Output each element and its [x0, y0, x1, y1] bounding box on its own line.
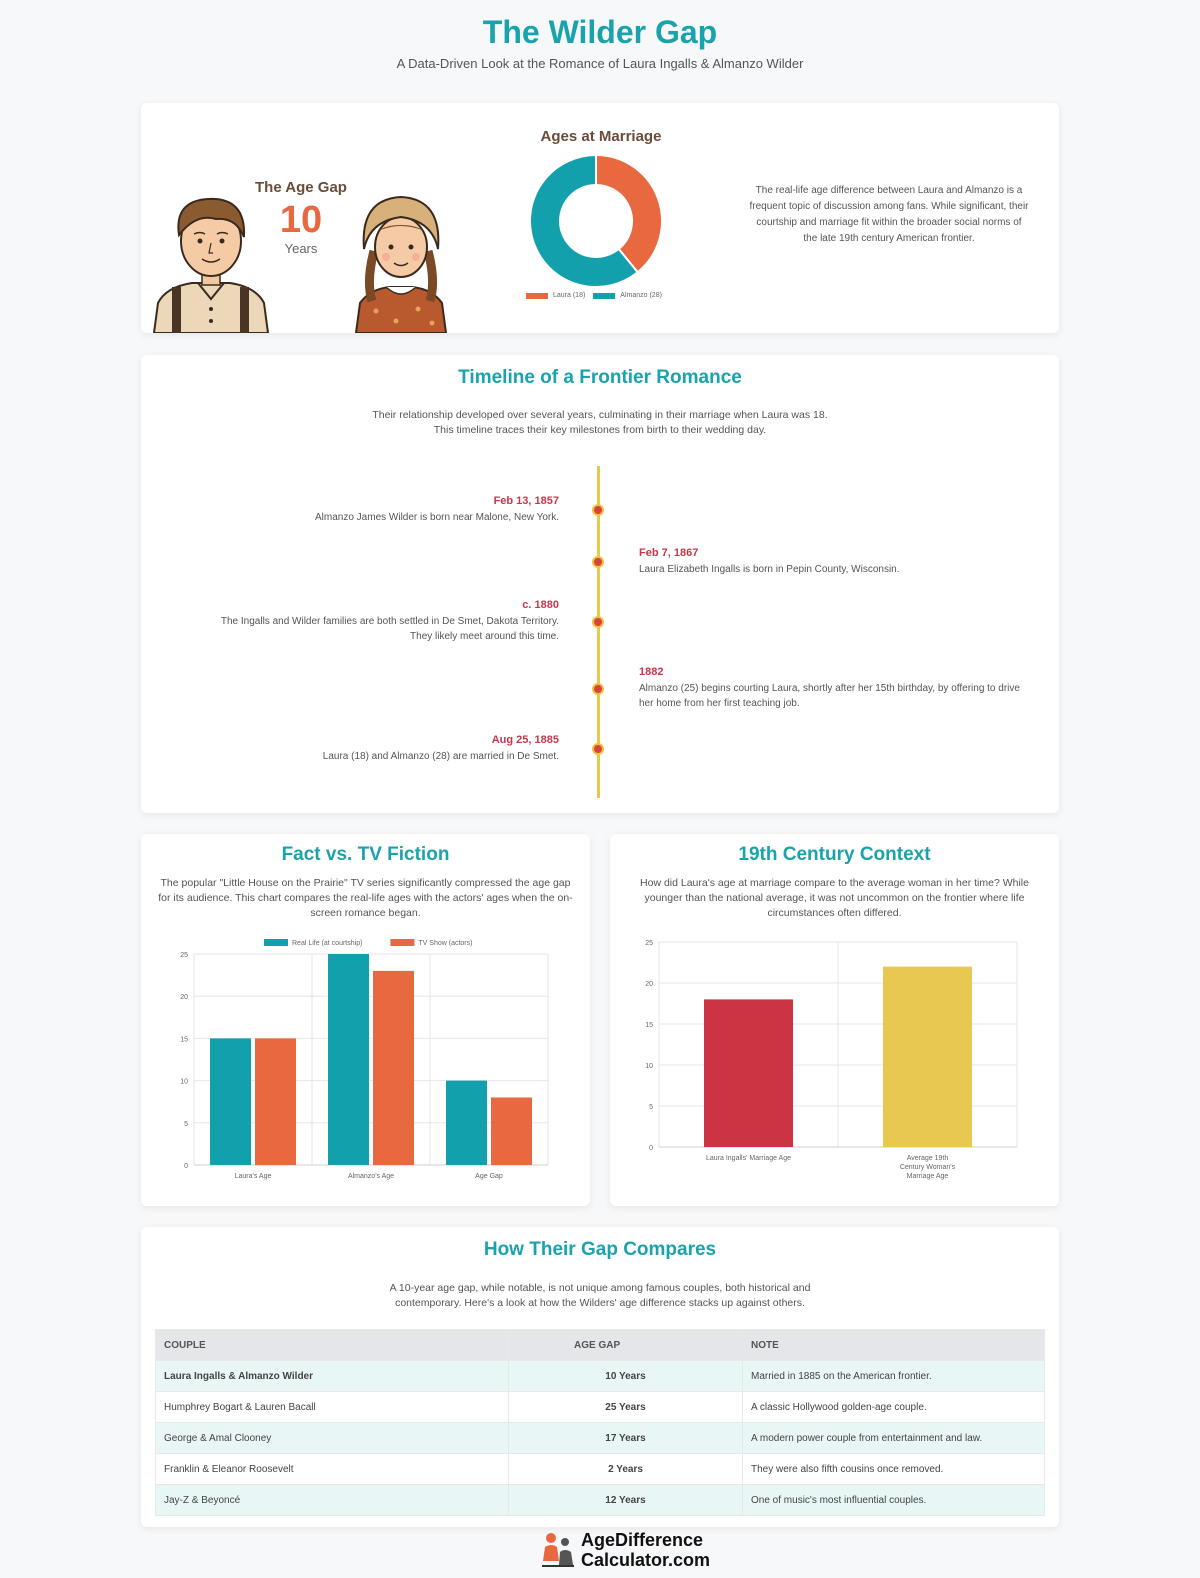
logo-text — [581, 1530, 710, 1570]
fact-fiction-description: The popular "Little House on the Prairie" TV series significantly compressed the age gap for its audience. This chart compares the real-life ages with the actors' ages when the on-screen romance began. — [158, 877, 573, 919]
fact-vs-fiction-card — [141, 834, 590, 1206]
column-header-note: NOTE — [743, 1330, 1045, 1361]
x-tick-label: Almanzo's Age — [347, 1173, 395, 1180]
y-tick-label: 0 — [649, 1145, 653, 1152]
timeline-event — [179, 734, 559, 764]
comparison-description-line2: contemporary. Here's a look at how the Wilders' age difference stacks up against others. — [395, 1297, 805, 1309]
x-tick-label: Laura's Age — [234, 1173, 272, 1180]
age-gap-unit: Years — [284, 241, 318, 256]
timeline-event-text: Almanzo (25) begins courting Laura, shortly after her 15th birthday, by offering to drive her home from her first teaching job. — [639, 683, 1020, 709]
comparison-card — [141, 1227, 1059, 1527]
timeline-event — [639, 666, 1029, 711]
timeline-card — [141, 355, 1059, 813]
legend-label: Real Life (at courtship) — [292, 940, 363, 947]
bar — [255, 1038, 296, 1165]
cell-couple: Franklin & Eleanor Roosevelt — [156, 1454, 509, 1485]
timeline-event-date: c. 1880 — [522, 599, 559, 611]
fact-fiction-title: Fact vs. TV Fiction — [281, 844, 450, 865]
bar — [328, 954, 369, 1165]
cell-gap: 25 Years — [509, 1392, 743, 1423]
timeline-event-date: 1882 — [639, 666, 664, 678]
laura-illustration — [346, 191, 456, 333]
cell-gap: 12 Years — [509, 1485, 743, 1516]
table-row — [156, 1454, 1045, 1485]
cell-note: A classic Hollywood golden-age couple. — [743, 1392, 1045, 1423]
table-row — [156, 1485, 1045, 1516]
fact-fiction-chart — [141, 934, 590, 1189]
cell-note: They were also fifth cousins once removed. — [743, 1454, 1045, 1485]
top-description: The real-life age difference between Laura and Almanzo is a frequent topic of discussion among fans. While significant, their courtship and marriage fit within the broader social norms of the late 19th century American frontier. — [749, 185, 1029, 244]
cell-couple: Humphrey Bogart & Lauren Bacall — [156, 1392, 509, 1423]
timeline-description-line1: Their relationship developed over several years, culminating in their marriage when Laura was 18. — [372, 409, 828, 421]
bar — [446, 1081, 487, 1165]
column-header-couple: COUPLE — [156, 1330, 509, 1361]
comparison-description-line1: A 10-year age gap, while notable, is not unique among famous couples, both historical and — [389, 1282, 811, 1294]
age-gap-value: 10 — [279, 199, 323, 241]
cell-note: A modern power couple from entertainment and law. — [743, 1423, 1045, 1454]
timeline-event — [639, 547, 1029, 577]
timeline-event-date: Feb 7, 1867 — [639, 547, 699, 559]
donut-chart — [526, 151, 666, 291]
site-logo[interactable] — [541, 1530, 710, 1570]
legend-swatch — [264, 939, 288, 946]
bar — [883, 967, 972, 1147]
table-header-row — [156, 1330, 1045, 1361]
context-title: 19th Century Context — [738, 844, 931, 865]
x-tick-label: Laura Ingalls' Marriage Age — [706, 1155, 791, 1162]
people-icon — [541, 1531, 575, 1569]
table-row — [156, 1392, 1045, 1423]
timeline-event-text: Laura (18) and Almanzo (28) are married in De Smet. — [322, 751, 559, 762]
timeline-dot — [592, 616, 604, 628]
y-tick-label: 10 — [180, 1078, 188, 1086]
x-tick-label: Marriage Age — [906, 1173, 949, 1180]
logo-line1: AgeDifference — [581, 1530, 704, 1550]
y-tick-label: 0 — [184, 1163, 188, 1170]
legend-swatch-laura — [526, 293, 548, 299]
comparison-title: How Their Gap Compares — [483, 1239, 717, 1260]
timeline-event-date: Feb 13, 1857 — [493, 495, 559, 507]
cell-gap: 2 Years — [509, 1454, 743, 1485]
timeline-description — [141, 408, 1059, 438]
timeline-event-date: Aug 25, 1885 — [491, 734, 559, 746]
context-description: How did Laura's age at marriage compare to the average woman in her time? While younger than the national average, it was not uncommon on the frontier where life circumstances often differed. — [640, 877, 1029, 919]
timeline-title: Timeline of a Frontier Romance — [458, 367, 742, 388]
bar — [210, 1038, 251, 1165]
legend-laura: Laura (18) — [553, 292, 586, 299]
y-tick-label: 5 — [184, 1120, 188, 1128]
cell-note: One of music's most influential couples. — [743, 1485, 1045, 1516]
x-tick-label: Century Woman's — [899, 1164, 956, 1171]
donut-title: Ages at Marriage — [540, 128, 662, 145]
cell-couple: Laura Ingalls & Almanzo Wilder — [156, 1361, 509, 1392]
timeline-event-text: The Ingalls and Wilder families are both settled in De Smet, Dakota Territory. They likely meet around this time. — [220, 616, 559, 642]
timeline-dot — [592, 743, 604, 755]
timeline-event-text: Laura Elizabeth Ingalls is born in Pepin County, Wisconsin. — [639, 564, 900, 575]
column-header-age-gap: AGE GAP — [509, 1330, 743, 1361]
y-tick-label: 10 — [645, 1063, 653, 1070]
y-tick-label: 5 — [649, 1104, 653, 1111]
y-tick-label: 15 — [180, 1036, 188, 1044]
cell-note: Married in 1885 on the American frontier. — [743, 1361, 1045, 1392]
bar — [491, 1097, 532, 1165]
legend-almanzo: Almanzo (28) — [620, 292, 662, 299]
page-title: The Wilder Gap — [482, 14, 718, 50]
cell-couple: George & Amal Clooney — [156, 1423, 509, 1454]
timeline-event — [199, 599, 559, 644]
timeline-dot — [592, 556, 604, 568]
cell-gap: 10 Years — [509, 1361, 743, 1392]
y-tick-label: 25 — [180, 952, 188, 959]
y-tick-label: 25 — [645, 940, 653, 947]
timeline-event-text: Almanzo James Wilder is born near Malone, New York. — [315, 512, 559, 523]
comparison-description — [141, 1281, 1059, 1311]
timeline-dot — [592, 683, 604, 695]
legend-label: TV Show (actors) — [418, 940, 473, 947]
y-tick-label: 20 — [180, 994, 188, 1002]
comparison-table — [155, 1329, 1045, 1516]
x-tick-label: Average 19th — [906, 1155, 949, 1162]
y-tick-label: 15 — [645, 1022, 653, 1029]
bar — [373, 971, 414, 1165]
age-gap-label: The Age Gap — [255, 179, 347, 196]
context-chart — [610, 934, 1059, 1189]
logo-line2: Calculator.com — [581, 1550, 711, 1570]
age-gap-card — [141, 103, 1059, 333]
context-card — [610, 834, 1059, 1206]
cell-couple: Jay-Z & Beyoncé — [156, 1485, 509, 1516]
page-subtitle: A Data-Driven Look at the Romance of Laura Ingalls & Almanzo Wilder — [396, 56, 804, 71]
table-row — [156, 1361, 1045, 1392]
donut-legend — [526, 292, 662, 299]
bar — [704, 999, 793, 1147]
table-row — [156, 1423, 1045, 1454]
timeline-description-line2: This timeline traces their key milestones from birth to their wedding day. — [433, 424, 767, 436]
cell-gap: 17 Years — [509, 1423, 743, 1454]
legend-swatch — [390, 939, 414, 946]
timeline-event — [179, 495, 559, 525]
y-tick-label: 20 — [645, 981, 653, 988]
legend-swatch-almanzo — [593, 293, 615, 299]
x-tick-label: Age Gap — [475, 1173, 503, 1180]
timeline-dot — [592, 504, 604, 516]
